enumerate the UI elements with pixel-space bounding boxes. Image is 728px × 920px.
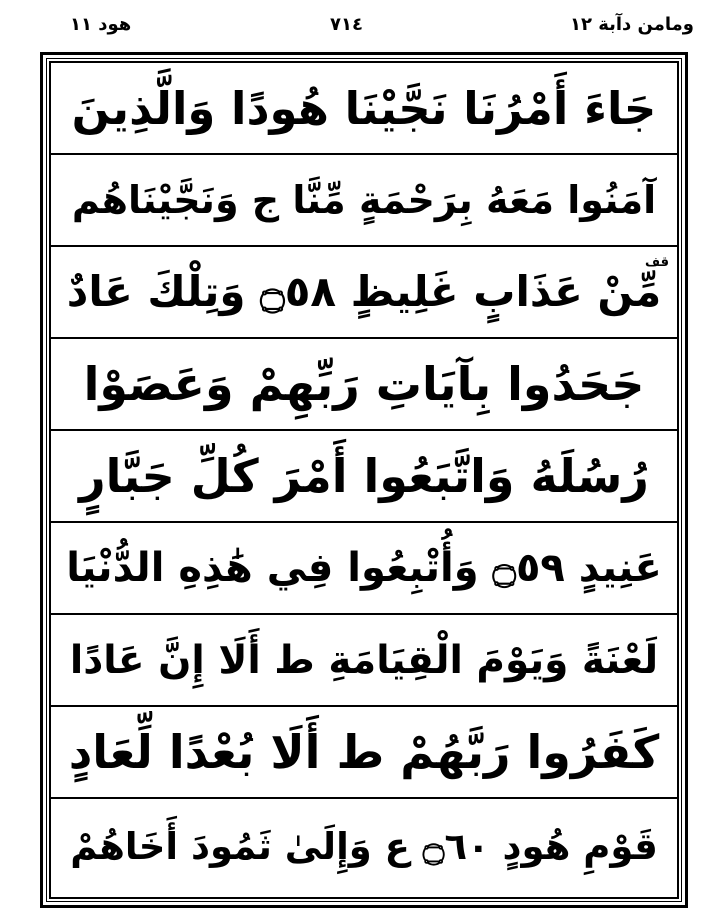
verse-line-6 — [51, 523, 677, 615]
text-frame — [49, 61, 679, 899]
verse-line-9 — [51, 799, 677, 893]
header-juz-title: ومامن دآبة ١٢ — [569, 14, 694, 35]
verse-line-7 — [51, 615, 677, 707]
verse-line-4 — [51, 339, 677, 431]
verse-text: جَاءَ أَمْرُنَا نَجَّيْنَا هُودًا وَالَّذِينَ — [71, 81, 657, 135]
verse-line-2 — [51, 155, 677, 247]
verse-text: قَوْمِ هُودٍ ۝٦٠ ع وَإِلَىٰ ثَمُودَ أَخَاهُمْ — [70, 824, 658, 868]
header-surah-title: هود ١١ — [70, 14, 132, 35]
verse-text: كَفَرُوا رَبَّهُمْ ط أَلَا بُعْدًا لِّعَادٍ — [68, 725, 660, 779]
verse-text: رُسُلَهُ وَاتَّبَعُوا أَمْرَ كُلِّ جَبَّارٍ — [79, 449, 649, 503]
verse-text: آمَنُوا مَعَهُ بِرَحْمَةٍ مِّنَّا ج وَنَجَّيْنَاهُم — [71, 178, 657, 222]
page-header — [0, 14, 728, 50]
verse-line-5 — [51, 431, 677, 523]
page-frame — [40, 52, 688, 908]
verse-line-1 — [51, 63, 677, 155]
verse-text: جَحَدُوا بِآيَاتِ رَبِّهِمْ وَعَصَوْا — [83, 357, 645, 411]
verse-text: مِّنْ عَذَابٍ غَلِيظٍ ۝٥٨ وَتِلْكَ عَادٌ — [66, 267, 662, 316]
page-number: ٧١٤ — [330, 14, 363, 35]
verse-text: لَعْنَةً وَيَوْمَ الْقِيَامَةِ ط أَلَا إِنَّ عَادًا — [69, 637, 659, 683]
waqf-mark: قف — [645, 255, 669, 270]
verse-line-3 — [51, 247, 677, 339]
verse-text: عَنِيدٍ ۝٥٩ وَأُتْبِعُوا فِي هَٰذِهِ الدُّنْيَا — [66, 545, 662, 591]
verse-line-8 — [51, 707, 677, 799]
